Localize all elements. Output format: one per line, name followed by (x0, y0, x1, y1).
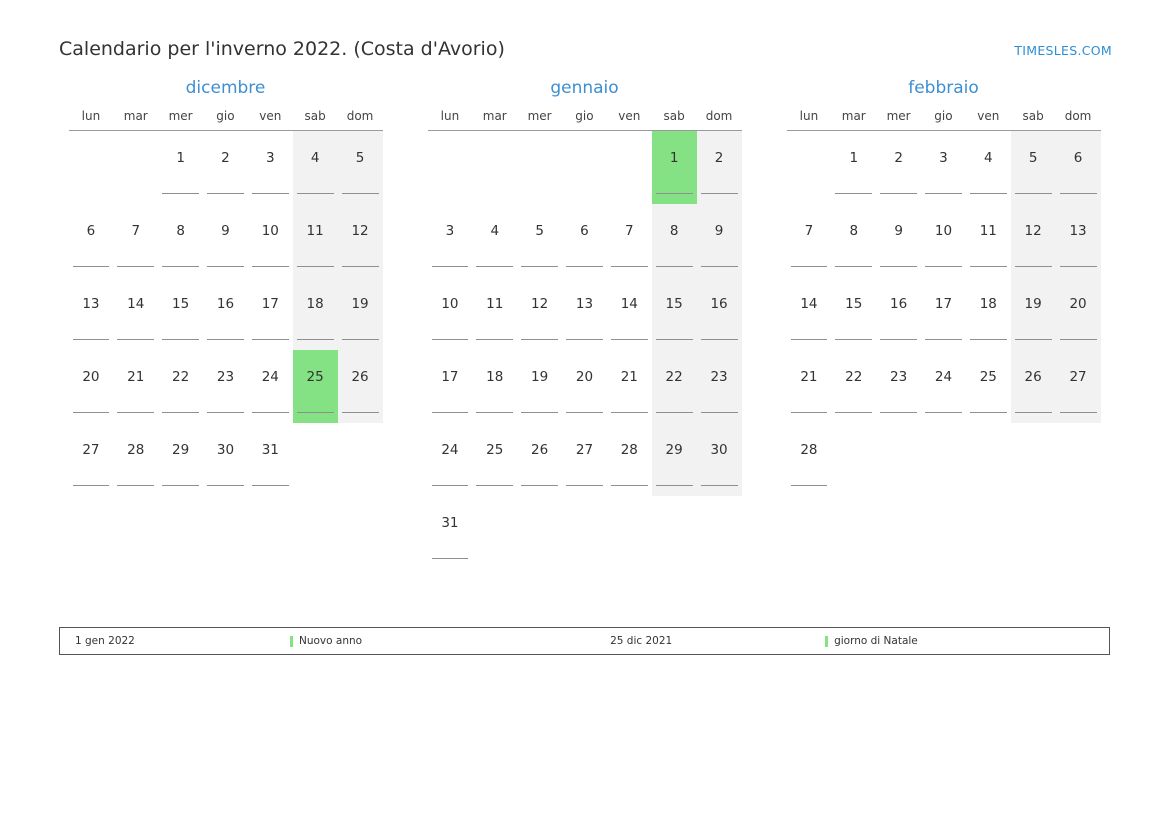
day-cell-empty (517, 496, 562, 569)
calendar-months-container (59, 78, 1110, 569)
day-cell[interactable] (876, 277, 921, 350)
day-number: 24 (441, 442, 459, 458)
day-number: 17 (934, 296, 953, 312)
day-cell-empty (966, 423, 1011, 496)
day-number: 2 (714, 150, 724, 167)
day-number: 18 (306, 296, 324, 312)
day-number: 3 (266, 150, 275, 167)
day-cell-holiday[interactable] (293, 350, 338, 423)
day-number: 11 (486, 296, 504, 312)
weekday-header-ven: ven (248, 109, 293, 131)
day-number: 3 (939, 150, 948, 167)
month-table (787, 109, 1101, 496)
weekday-header-dom: dom (338, 109, 383, 131)
day-cell[interactable] (428, 277, 473, 350)
day-number: 25 (306, 369, 324, 385)
month-block (59, 78, 392, 569)
day-cell-empty (562, 496, 607, 569)
weekday-header-mar: mar (831, 109, 876, 131)
day-number: 21 (800, 369, 818, 385)
weekday-header-ven: ven (607, 109, 652, 131)
day-number: 12 (531, 296, 549, 312)
week-row (787, 350, 1101, 423)
day-number: 27 (82, 442, 100, 458)
day-cell[interactable] (562, 350, 607, 423)
day-cell[interactable] (293, 277, 338, 350)
day-number: 6 (86, 223, 96, 239)
day-cell[interactable] (517, 423, 562, 496)
day-number: 6 (580, 223, 589, 239)
day-number: 8 (849, 223, 859, 239)
weekday-header-row (69, 109, 383, 131)
day-cell-empty (472, 131, 517, 204)
day-number: 8 (176, 223, 185, 239)
week-row (787, 423, 1101, 496)
weekday-header-mar: mar (472, 109, 517, 131)
weekday-header-row (787, 109, 1101, 131)
day-cell[interactable] (203, 350, 248, 423)
day-cell-empty (69, 131, 114, 204)
day-cell-empty (787, 131, 832, 204)
day-cell[interactable] (338, 277, 383, 350)
day-number: 29 (172, 442, 190, 458)
day-number: 7 (131, 223, 141, 239)
weekday-header-lun: lun (428, 109, 473, 131)
day-cell[interactable] (517, 277, 562, 350)
site-brand-link[interactable]: TIMESLES.COM (1014, 43, 1112, 58)
legend-color-swatch (290, 636, 293, 647)
week-row (428, 204, 742, 277)
day-cell[interactable] (787, 350, 832, 423)
day-number: 10 (261, 223, 279, 239)
day-cell[interactable] (293, 204, 338, 277)
day-cell[interactable] (876, 204, 921, 277)
day-number: 17 (441, 369, 459, 385)
day-cell[interactable] (428, 204, 473, 277)
week-row (428, 496, 742, 569)
day-cell[interactable] (787, 277, 832, 350)
day-number: 13 (1069, 223, 1087, 239)
day-cell[interactable] (607, 350, 652, 423)
day-number: 4 (984, 150, 993, 167)
day-number: 18 (486, 369, 504, 385)
day-cell[interactable] (158, 277, 203, 350)
day-cell[interactable] (652, 204, 697, 277)
month-table (69, 109, 383, 496)
day-cell-empty (607, 496, 652, 569)
weekday-header-dom: dom (697, 109, 742, 131)
legend-entry (290, 628, 362, 654)
weekday-header-gio: gio (921, 109, 966, 131)
day-number: 25 (979, 369, 997, 385)
day-cell[interactable] (562, 204, 607, 277)
day-cell[interactable] (1056, 131, 1101, 204)
day-cell-empty (517, 131, 562, 204)
day-number: 31 (261, 442, 279, 458)
day-number: 19 (1024, 296, 1042, 312)
day-number: 5 (355, 150, 365, 167)
day-cell[interactable] (697, 204, 742, 277)
day-cell[interactable] (472, 277, 517, 350)
day-number: 22 (845, 369, 863, 385)
day-cell[interactable] (1056, 277, 1101, 350)
day-cell[interactable] (338, 131, 383, 204)
day-cell-empty (831, 423, 876, 496)
day-cell[interactable] (113, 350, 158, 423)
day-cell-empty (607, 131, 652, 204)
day-number: 15 (665, 296, 683, 312)
day-number: 14 (127, 296, 145, 312)
day-number: 29 (665, 442, 683, 458)
day-number: 28 (800, 442, 818, 458)
day-number: 1 (176, 150, 185, 167)
day-number: 24 (261, 369, 279, 385)
day-number: 26 (351, 369, 369, 385)
day-number: 16 (710, 296, 728, 312)
day-cell[interactable] (203, 204, 248, 277)
day-cell-empty (1011, 423, 1056, 496)
day-number: 26 (1024, 369, 1042, 385)
day-number: 23 (216, 369, 235, 385)
day-cell[interactable] (113, 204, 158, 277)
weekday-header-sab: sab (293, 109, 338, 131)
week-row (428, 423, 742, 496)
day-cell[interactable] (472, 423, 517, 496)
day-cell[interactable] (69, 350, 114, 423)
day-number: 6 (1073, 150, 1083, 167)
day-number: 2 (221, 150, 230, 167)
day-number: 7 (804, 223, 814, 239)
day-number: 26 (531, 442, 549, 458)
day-number: 1 (669, 150, 679, 167)
page-header (0, 18, 1169, 60)
day-cell[interactable] (293, 131, 338, 204)
day-cell[interactable] (338, 204, 383, 277)
day-cell[interactable] (248, 423, 293, 496)
weekday-header-mer: mer (876, 109, 921, 131)
day-cell[interactable] (428, 423, 473, 496)
day-cell[interactable] (158, 204, 203, 277)
day-number: 20 (575, 369, 594, 385)
day-number: 28 (620, 442, 638, 458)
month-block (418, 78, 751, 569)
day-cell[interactable] (428, 350, 473, 423)
month-block (777, 78, 1110, 569)
day-cell[interactable] (1011, 204, 1056, 277)
day-cell[interactable] (966, 277, 1011, 350)
week-row (69, 423, 383, 496)
day-cell[interactable] (1056, 204, 1101, 277)
day-cell[interactable] (921, 350, 966, 423)
day-cell[interactable] (607, 204, 652, 277)
day-number: 11 (979, 223, 997, 239)
day-cell[interactable] (876, 131, 921, 204)
day-number: 4 (490, 223, 500, 239)
day-number: 22 (172, 369, 190, 385)
day-number: 18 (979, 296, 997, 312)
day-number: 28 (127, 442, 145, 458)
day-cell[interactable] (1011, 277, 1056, 350)
day-number: 16 (216, 296, 235, 312)
day-cell-empty (428, 131, 473, 204)
month-table (428, 109, 742, 569)
day-number: 3 (445, 223, 455, 239)
day-cell[interactable] (1011, 350, 1056, 423)
day-number: 2 (894, 150, 903, 167)
month-title: febbraio (908, 78, 979, 98)
day-cell[interactable] (966, 350, 1011, 423)
day-number: 5 (535, 223, 544, 239)
day-cell[interactable] (203, 277, 248, 350)
day-number: 10 (441, 296, 459, 312)
day-number: 13 (82, 296, 100, 312)
day-number: 11 (306, 223, 324, 239)
day-number: 20 (1069, 296, 1087, 312)
day-number: 21 (620, 369, 638, 385)
day-cell-empty (113, 131, 158, 204)
day-number: 30 (710, 442, 728, 458)
day-cell[interactable] (1011, 131, 1056, 204)
day-cell[interactable] (248, 277, 293, 350)
day-cell[interactable] (921, 204, 966, 277)
day-number: 12 (351, 223, 369, 239)
weekday-header-mar: mar (113, 109, 158, 131)
day-cell[interactable] (787, 204, 832, 277)
day-cell[interactable] (1056, 350, 1101, 423)
weekday-header-gio: gio (203, 109, 248, 131)
day-cell[interactable] (966, 204, 1011, 277)
day-cell-holiday[interactable] (652, 131, 697, 204)
legend-date: 1 gen 2022 (75, 635, 135, 647)
legend-entry (825, 628, 918, 654)
week-row (69, 131, 383, 204)
day-cell[interactable] (652, 277, 697, 350)
day-number: 7 (625, 223, 634, 239)
week-row (428, 131, 742, 204)
weekday-header-ven: ven (966, 109, 1011, 131)
day-number: 9 (714, 223, 724, 239)
weekday-header-mer: mer (158, 109, 203, 131)
week-row (69, 277, 383, 350)
day-cell[interactable] (203, 423, 248, 496)
day-number: 1 (849, 150, 859, 167)
month-title: dicembre (185, 78, 266, 98)
day-cell-empty (876, 423, 921, 496)
legend-color-swatch (825, 636, 828, 647)
day-cell[interactable] (428, 496, 473, 569)
day-cell-empty (472, 496, 517, 569)
day-cell[interactable] (517, 204, 562, 277)
week-row (69, 204, 383, 277)
day-cell[interactable] (562, 423, 607, 496)
day-cell-empty (921, 423, 966, 496)
holiday-legend (59, 627, 1110, 655)
weekday-header-mer: mer (517, 109, 562, 131)
day-cell[interactable] (697, 423, 742, 496)
month-title: gennaio (550, 78, 619, 98)
week-row (787, 204, 1101, 277)
page-title: Calendario per l'inverno 2022. (Costa d'Avorio) (59, 38, 505, 60)
weekday-header-sab: sab (652, 109, 697, 131)
day-cell[interactable] (697, 131, 742, 204)
day-cell[interactable] (248, 131, 293, 204)
day-cell[interactable] (831, 131, 876, 204)
day-cell[interactable] (652, 350, 697, 423)
day-cell[interactable] (831, 277, 876, 350)
day-number: 5 (1028, 150, 1038, 167)
day-number: 15 (845, 296, 863, 312)
day-cell[interactable] (69, 423, 114, 496)
day-number: 8 (669, 223, 679, 239)
day-cell[interactable] (652, 423, 697, 496)
weekday-header-lun: lun (787, 109, 832, 131)
day-number: 24 (934, 369, 953, 385)
week-row (428, 277, 742, 350)
day-cell[interactable] (113, 423, 158, 496)
weekday-header-gio: gio (562, 109, 607, 131)
week-row (787, 131, 1101, 204)
day-cell[interactable] (876, 350, 921, 423)
day-number: 23 (710, 369, 728, 385)
day-cell[interactable] (831, 350, 876, 423)
day-cell[interactable] (787, 423, 832, 496)
day-number: 31 (441, 515, 459, 531)
weekday-header-row (428, 109, 742, 131)
day-cell-empty (338, 423, 383, 496)
day-number: 27 (575, 442, 594, 458)
day-cell-empty (652, 496, 697, 569)
day-number: 21 (127, 369, 145, 385)
legend-label: giorno di Natale (834, 635, 918, 647)
day-number: 15 (172, 296, 190, 312)
day-cell[interactable] (966, 131, 1011, 204)
day-cell[interactable] (203, 131, 248, 204)
weekday-header-dom: dom (1056, 109, 1101, 131)
day-cell[interactable] (113, 277, 158, 350)
day-number: 20 (82, 369, 100, 385)
day-cell[interactable] (831, 204, 876, 277)
day-number: 17 (261, 296, 279, 312)
day-number: 16 (890, 296, 908, 312)
day-cell-empty (562, 131, 607, 204)
day-number: 10 (934, 223, 953, 239)
day-cell[interactable] (69, 204, 114, 277)
legend-date: 25 dic 2021 (610, 635, 673, 647)
day-cell[interactable] (697, 277, 742, 350)
legend-spacer (362, 628, 595, 654)
day-number: 27 (1069, 369, 1087, 385)
day-cell[interactable] (338, 350, 383, 423)
day-number: 19 (531, 369, 549, 385)
day-number: 19 (351, 296, 369, 312)
day-cell[interactable] (69, 277, 114, 350)
day-cell[interactable] (921, 131, 966, 204)
weekday-header-sab: sab (1011, 109, 1056, 131)
day-number: 23 (890, 369, 908, 385)
day-number: 4 (310, 150, 320, 167)
week-row (428, 350, 742, 423)
legend-label: Nuovo anno (299, 635, 363, 647)
day-cell[interactable] (562, 277, 607, 350)
day-cell-empty (697, 496, 742, 569)
day-number: 9 (894, 223, 903, 239)
day-number: 9 (221, 223, 230, 239)
day-cell[interactable] (472, 350, 517, 423)
day-cell[interactable] (158, 350, 203, 423)
day-cell[interactable] (607, 423, 652, 496)
day-cell-empty (293, 423, 338, 496)
day-number: 25 (486, 442, 504, 458)
day-number: 13 (575, 296, 594, 312)
day-cell[interactable] (697, 350, 742, 423)
day-cell[interactable] (607, 277, 652, 350)
day-cell[interactable] (472, 204, 517, 277)
week-row (787, 277, 1101, 350)
week-row (69, 350, 383, 423)
day-cell[interactable] (248, 350, 293, 423)
day-number: 14 (620, 296, 638, 312)
day-cell[interactable] (158, 423, 203, 496)
day-number: 14 (800, 296, 818, 312)
day-cell[interactable] (517, 350, 562, 423)
weekday-header-lun: lun (69, 109, 114, 131)
day-number: 30 (216, 442, 235, 458)
day-cell-empty (1056, 423, 1101, 496)
day-cell[interactable] (158, 131, 203, 204)
day-cell[interactable] (921, 277, 966, 350)
day-number: 12 (1024, 223, 1042, 239)
day-cell[interactable] (248, 204, 293, 277)
day-number: 22 (665, 369, 683, 385)
